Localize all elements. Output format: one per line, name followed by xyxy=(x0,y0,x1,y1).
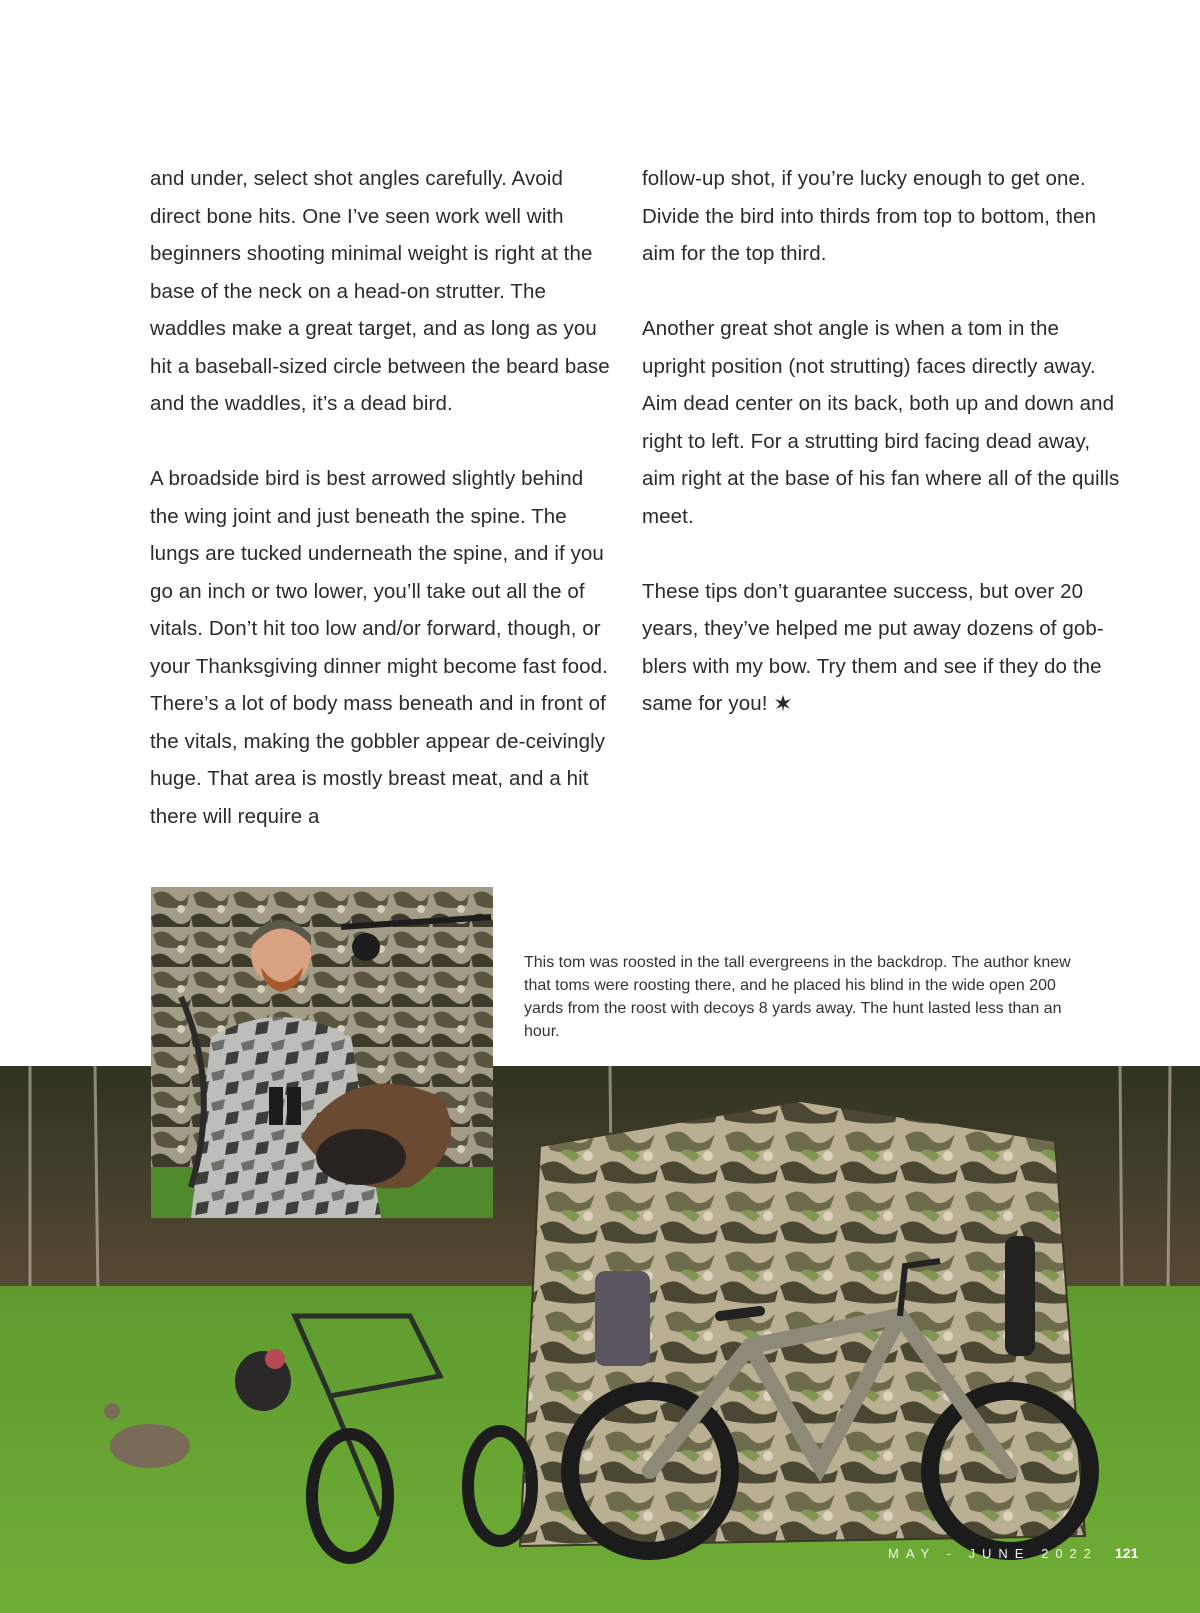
paragraph: A broadside bird is best arrowed slightly behind the wing joint and just beneath the spine. The lungs are tucked underneath the spine, and if you go an inch or two lower, you’ll take out all the of vitals. Don’t hit too low and/or forward, though, or your Thanksgiving dinner might become fast food. There’s a lot of body mass beneath and in front of the vitals, making the gobbler appear de-ceivingly huge. That area is mostly breast meat, and a hit there will require a xyxy=(150,467,608,828)
paragraph: These tips don’t guarantee success, but over 20 years, they’ve helped me put away dozens of gob-blers with my bow. Try them and see if they do the same for you! xyxy=(642,579,1104,715)
paragraph: follow-up shot, if you’re lucky enough to get one. Divide the bird into thirds from top to bottom, then aim for the top third. xyxy=(642,167,1097,265)
paragraph-last xyxy=(642,573,1122,723)
hunter-with-turkey-photo xyxy=(151,887,493,1218)
article-column-right xyxy=(642,160,1122,760)
issue-date: MAY - JUNE 2022 xyxy=(888,1546,1099,1561)
page-number: 121 xyxy=(1115,1545,1139,1561)
paragraph: and under, select shot angles carefully. Avoid direct bone hits. One I’ve seen work well with beginners shooting minimal weight is right at the base of the neck on a head-on strutter. The waddles make a great target, and as long as you hit a baseball-sized circle between the beard base and the waddles, it’s a dead bird. xyxy=(150,167,610,415)
leaf-end-mark-icon xyxy=(773,693,793,713)
photo-caption: This tom was roosted in the tall evergreens in the backdrop. The author knew that toms were roosting there, and he placed his blind in the wide open 200 yards from the roost with decoys 8 yards away. The hunt lasted less than an hour. xyxy=(524,954,1071,1040)
article-column-left xyxy=(150,160,610,873)
paragraph: Another great shot angle is when a tom in the upright position (not strutting) faces directly away. Aim dead center on its back, both up and down and right to left. For a strutting bird facing dead away, aim right at the base of his fan where all of the quills meet. xyxy=(642,317,1120,528)
